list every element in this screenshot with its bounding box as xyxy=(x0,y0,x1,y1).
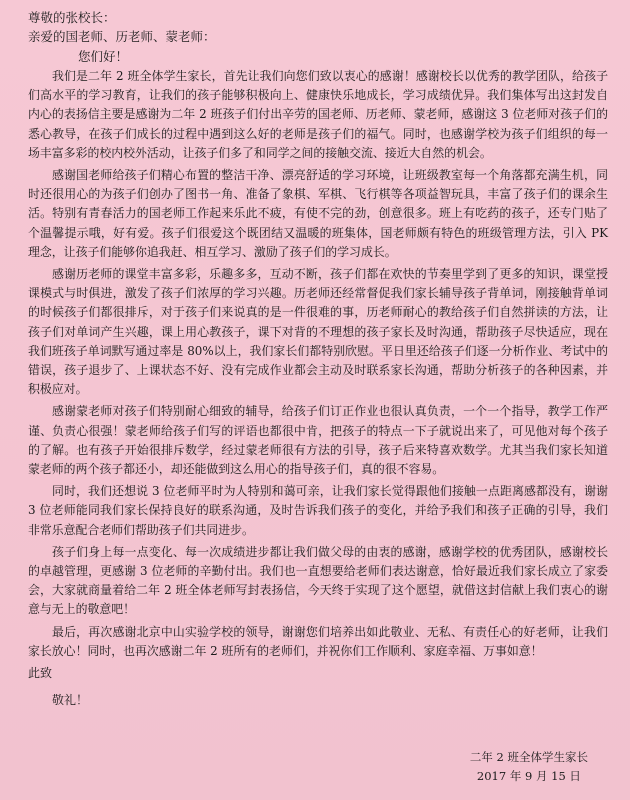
paragraph-intro: 我们是二年 2 班全体学生家长，首先让我们向您们致以衷心的感谢！感谢校长以优秀的教学团队，给孩子们高水平的学习教育，让我们的孩子能够积极向上、健康快乐地成长，学习成绩优异。我们集体写出这封发自内心的表扬信主要是感谢为二年 2 班孩子们付出辛劳的国老师、历老师、蒙老师，感谢这 3 位老师对孩子们的悉心教导，在孩子们成长的过程中遇到这么好的老师是孩子们的福气。同时，也感谢学校为孩子们组织的每一场丰富多彩的校内校外活动，让孩子们多了和同学之间的接触交流、接近大自然的机会。 xyxy=(28,69,608,160)
paragraph-final-thanks: 最后，再次感谢北京中山实验学校的领导，谢谢您们培养出如此敬业、无私、有责任心的好老师，让我们家长放心！同时，也再次感谢二年 2 班所有的老师们，并祝你们工作顺利、家庭幸福、万事如意！ xyxy=(28,624,608,658)
salutation-teachers: 亲爱的国老师、历老师、蒙老师： xyxy=(28,29,216,44)
paragraph-teacher-meng: 感谢蒙老师对孩子们特别耐心细致的辅导，给孩子们订正作业也很认真负责，一个一个指导，教学工作严谨、负责心很强！蒙老师给孩子们写的评语也都很中肯，把孩子的特点一下子就说出来了，可见他对每个孩子的了解。也有孩子开始很排斥数学，经过蒙老师很有方法的引导，孩子后来特喜欢数学。尤其当我们家长知道蒙老师的两个孩子都还小，却还能做到这么用心的指导孩子们，真的很不容易。 xyxy=(28,404,608,477)
paragraph-gratitude: 孩子们身上每一点变化、每一次成绩进步都让我们做父母的由衷的感谢，感谢学校的优秀团队，感谢校长的卓越管理，更感谢 3 位老师的辛勤付出。我们也一直想要给老师们表达谢意，恰好最近我们家长成立了家委会，大家就商量着给二年 2 班全体老师写封表扬信，今天终于实现了这个愿望，就借这封信献上我们衷心的谢意与无上的敬意吧！ xyxy=(28,544,608,617)
signature-date: 2017 年 9 月 15 日 xyxy=(476,769,581,783)
closing-salute: 敬礼！ xyxy=(52,693,89,708)
paragraph-teacher-guo: 感谢国老师给孩子们精心布置的整洁干净、漂亮舒适的学习环境，让班级教室每一个角落都充满生机，同时还很用心的为孩子们创办了图书一角、准备了象棋、军棋、飞行棋等各项益智玩具，丰富了孩子们的课余生活。特别有青春活力的国老师工作起来乐此不疲，有使不完的劲，创意很多。班上有吃药的孩子，还专门贴了个温馨提示哦，好有爱。孩子们很爱这个既团结又温暖的班集体，国老师颇有特色的班级管理方法，引入 PK 理念，让孩子们能够你追我赶、相互学习、激励了孩子们的学习成长。 xyxy=(28,168,608,259)
greeting: 您们好！ xyxy=(78,49,129,64)
signature-block xyxy=(470,748,588,786)
paragraph-communication: 同时，我们还想说 3 位老师平时为人特别和蔼可亲，让我们家长觉得跟他们接触一点距离感都没有，谢谢 3 位老师能同我们家长保持良好的联系沟通，及时告诉我们孩子的变化，并给予我们和孩子正确的引导，我们非常乐意配合老师们帮助孩子们共同进步。 xyxy=(28,484,608,537)
signature-name: 二年 2 班全体学生家长 xyxy=(469,750,588,764)
paragraph-teacher-li: 感谢历老师的课堂丰富多彩，乐趣多多，互动不断，孩子们都在欢快的节奏里学到了更多的知识，课堂授课模式与时俱进，激发了孩子们浓厚的学习兴趣。历老师还经常督促我们家长辅导孩子背单词，刚接触背单词的时候孩子们都很排斥，对于孩子们来说真的是一件很难的事，历老师耐心的教给孩子们自然拼读的方法，让孩子们对单词产生兴趣，课上用心教孩子，课下对背的不理想的孩子家长及时沟通，帮助孩子尽快适应，现在我们班孩子单词默写通过率是 80%以上，我们家长们都特别欣慰。平日里还给孩子们逐一分析作业、考试中的错误，孩子退步了、上课状态不好、没有完成作业都会主动及时联系家长沟通，帮助分析孩子的各种因素，并积极应对。 xyxy=(28,267,608,397)
closing-regards: 此致 xyxy=(28,666,53,681)
salutation-principal: 尊敬的张校长： xyxy=(28,10,116,25)
